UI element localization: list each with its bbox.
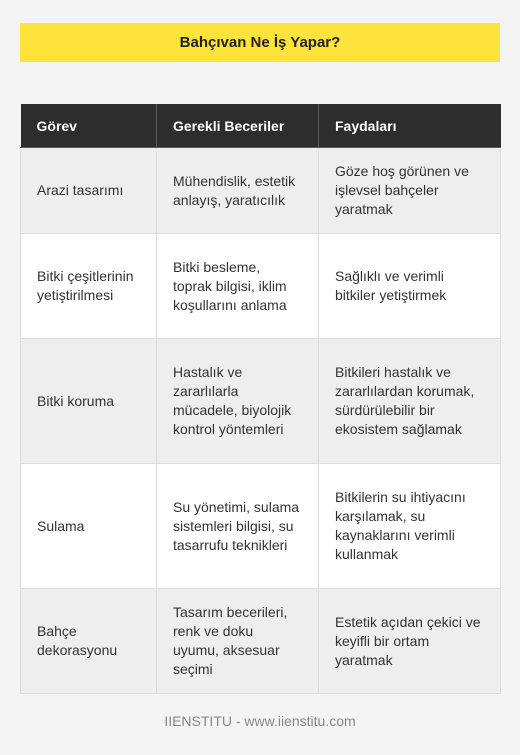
table-header-row	[21, 104, 501, 148]
footer-text: IIENSTITU - www.iienstitu.com	[164, 713, 356, 729]
cell-task: Bahçe dekorasyonu	[21, 589, 157, 694]
table-row	[21, 464, 501, 589]
table-row	[21, 339, 501, 464]
cell-benefits: Estetik açıdan çekici ve keyifli bir ortam yaratmak	[319, 589, 501, 694]
cell-task: Bitki koruma	[21, 339, 157, 464]
cell-benefits: Göze hoş görünen ve işlevsel bahçeler yaratmak	[319, 148, 501, 234]
cell-skills: Mühendislik, estetik anlayış, yaratıcılık	[157, 148, 319, 234]
cell-benefits: Sağlıklı ve verimli bitkiler yetiştirmek	[319, 234, 501, 339]
header-gorev: Görev	[21, 104, 157, 148]
cell-task: Bitki çeşitlerinin yetiştirilmesi	[21, 234, 157, 339]
tasks-table	[20, 104, 501, 694]
header-faydalari: Faydaları	[319, 104, 501, 148]
cell-task: Arazi tasarımı	[21, 148, 157, 234]
table-row	[21, 234, 501, 339]
cell-benefits: Bitkilerin su ihtiyacını karşılamak, su kaynaklarını verimli kullanmak	[319, 464, 501, 589]
cell-skills: Bitki besleme, toprak bilgisi, iklim koşullarını anlama	[157, 234, 319, 339]
header-gerekli-beceriler: Gerekli Beceriler	[157, 104, 319, 148]
page-title: Bahçıvan Ne İş Yapar?	[20, 23, 500, 62]
cell-skills: Hastalık ve zararlılarla mücadele, biyolojik kontrol yöntemleri	[157, 339, 319, 464]
table-row	[21, 148, 501, 234]
cell-skills: Tasarım becerileri, renk ve doku uyumu, aksesuar seçimi	[157, 589, 319, 694]
cell-skills: Su yönetimi, sulama sistemleri bilgisi, su tasarrufu teknikleri	[157, 464, 319, 589]
table-row	[21, 589, 501, 694]
cell-benefits: Bitkileri hastalık ve zararlılardan korumak, sürdürülebilir bir ekosistem sağlamak	[319, 339, 501, 464]
cell-task: Sulama	[21, 464, 157, 589]
